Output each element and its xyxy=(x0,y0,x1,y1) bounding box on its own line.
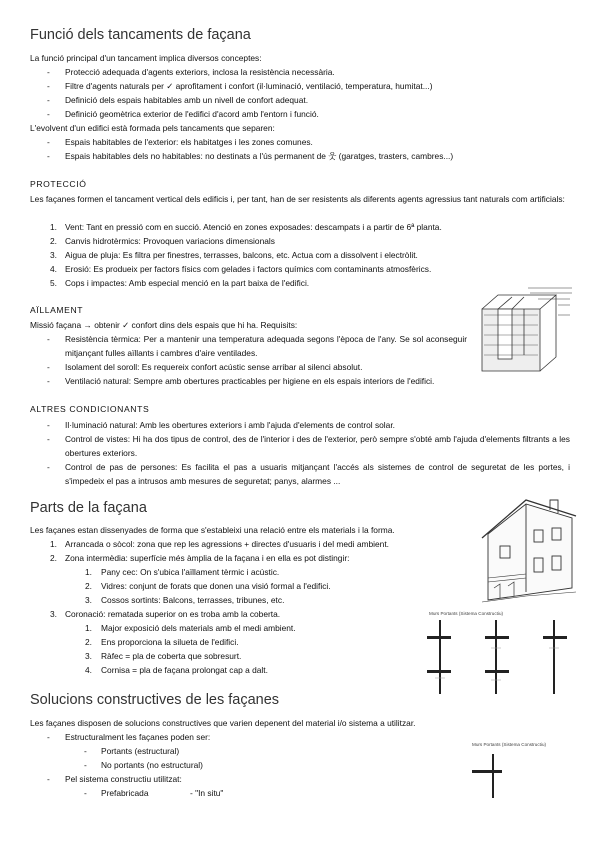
bullet-dash: - xyxy=(47,420,50,430)
bullet-dash: - xyxy=(47,434,50,444)
list-item: Definició geomètrica exterior de l'edifici d'acord amb l'entorn i funció. xyxy=(65,109,319,119)
heading-proteccio: PROTECCIÓ xyxy=(30,179,87,189)
list-item: No portants (no estructural) xyxy=(101,760,203,770)
list-item: Prefabricada xyxy=(101,788,149,798)
list-item: Cossos sortints: Balcons, terrasses, tribunes, etc. xyxy=(101,595,285,605)
list-item: Control de pas de persones: Es facilita el pas a usuaris mitjançant l'accés als sistemes de control de seguretat de les portes, i s'impedeix el pas a intrusos amb mesures de seguretat; panys, alarmes ... xyxy=(65,462,570,486)
list-number: 1. xyxy=(85,623,92,633)
paragraph: L'evolvent d'un edifici està formada pels tancaments que separen: xyxy=(30,123,275,133)
section-title-parts: Parts de la façana xyxy=(30,500,147,516)
list-item: Isolament del soroll: Es requereix confort acústic sense arribar al silenci absolut. xyxy=(65,362,363,372)
list-item: Coronació: rematada superior on es troba amb la coberta. xyxy=(65,609,281,619)
bullet-dash: - xyxy=(47,462,50,472)
bullet-dash: - xyxy=(47,151,50,161)
figure-caption: Murs Portants (Sistema Constructiu) xyxy=(472,742,547,747)
list-item: Ràfec = pla de coberta que sobresurt. xyxy=(101,651,242,661)
bullet-dash: - xyxy=(47,95,50,105)
list-item: Arrancada o sòcol: zona que rep les agressions + directes d'usuaris i del medi ambient. xyxy=(65,539,389,549)
list-item: Zona intermèdia: superfície més àmplia de la façana i en ella es pot distingir: xyxy=(65,553,350,563)
list-item: Definició dels espais habitables amb un nivell de confort adequat. xyxy=(65,95,309,105)
list-item: Vent: Tant en pressió com en succió. Atenció en zones exposades: descampats i a partir de 6ª planta. xyxy=(65,222,442,232)
list-item: Control de vistes: Hi ha dos tipus de control, des de l'interior i des de l'exterior, però sempre s'obté amb l'ajuda d'elements filtrants a les obertures exteriors. xyxy=(65,434,570,458)
list-item: Ventilació natural: Sempre amb obertures practicables per higiene en els espais interiors de l'edifici. xyxy=(65,376,435,386)
list-item: Cops i impactes: Amb especial menció en la part baixa de l'edifici. xyxy=(65,278,310,288)
bullet-dash: - xyxy=(47,67,50,77)
paragraph: Les façanes formen el tancament vertical dels edificis i, per tant, han de ser resistents als diferents agents agressius tant naturals com artificials: xyxy=(30,194,565,204)
load-bearing-walls-figure xyxy=(425,618,575,698)
list-item: Portants (estructural) xyxy=(101,746,180,756)
heading-altres: ALTRES CONDICIONANTS xyxy=(30,404,150,414)
heading-aillament: AÏLLAMENT xyxy=(30,305,84,315)
list-item: Aigua de pluja: Es filtra per finestres, terrasses, balcons, etc. Actua com a dissolvent i electròlit. xyxy=(65,250,418,260)
section-title-solucions: Solucions constructives de les façanes xyxy=(30,692,280,708)
load-bearing-wall-figure xyxy=(466,752,506,800)
list-number: 2. xyxy=(85,581,92,591)
bullet-dash: - xyxy=(47,109,50,119)
list-item: Major exposició dels materials amb el medi ambient. xyxy=(101,623,296,633)
list-item: Ens proporciona la silueta de l'edifici. xyxy=(101,637,239,647)
list-number: 2. xyxy=(50,236,57,246)
paragraph: Les façanes disposen de solucions constructives que varien depenent del material i/o sistema a utilitzar. xyxy=(30,718,416,728)
wall-section-figure xyxy=(478,285,574,373)
list-number: 3. xyxy=(50,609,57,619)
bullet-dash: - xyxy=(84,760,87,770)
list-number: 1. xyxy=(50,222,57,232)
list-item: - "In situ" xyxy=(190,788,224,798)
list-number: 1. xyxy=(85,567,92,577)
house-facade-figure xyxy=(480,496,578,606)
bullet-dash: - xyxy=(84,746,87,756)
figure-caption: Murs Portants (Sistema Constructiu) xyxy=(429,611,504,616)
paragraph: Missió façana → obtenir ✓ confort dins dels espais que hi ha. Requisits: xyxy=(30,320,298,330)
bullet-dash: - xyxy=(84,788,87,798)
bullet-dash: - xyxy=(47,732,50,742)
section-title-funcio: Funció dels tancaments de façana xyxy=(30,27,251,43)
list-item: Canvis hidrotèrmics: Provoquen variacions dimensionals xyxy=(65,236,275,246)
paragraph: Les façanes estan dissenyades de forma que s'estableixi una relació entre els materials i la forma. xyxy=(30,525,395,535)
bullet-dash: - xyxy=(47,774,50,784)
list-item: Cornisa = pla de façana prolongat cap a dalt. xyxy=(101,665,268,675)
list-item: Protecció adequada d'agents exteriors, inclosa la resistència necessària. xyxy=(65,67,335,77)
list-number: 3. xyxy=(50,250,57,260)
list-item: Erosió: Es produeix per factors físics com gelades i factors químics com contaminants atmosfèrics. xyxy=(65,264,432,274)
bullet-dash: - xyxy=(47,81,50,91)
list-number: 3. xyxy=(85,595,92,605)
list-item: Espais habitables dels no habitables: no destinats a l'ús permanent de 웃 (garatges, trasters, cambres...) xyxy=(65,151,454,161)
bullet-dash: - xyxy=(47,334,50,344)
list-number: 4. xyxy=(50,264,57,274)
list-item: Vidres: conjunt de forats que donen una visió formal a l'edifici. xyxy=(101,581,331,591)
list-number: 2. xyxy=(50,553,57,563)
list-item: Espais habitables de l'exterior: els habitatges i les zones comunes. xyxy=(65,137,313,147)
list-number: 3. xyxy=(85,651,92,661)
bullet-dash: - xyxy=(47,362,50,372)
list-item: Il·luminació natural: Amb les obertures exteriors i amb l'ajuda d'elements de control solar. xyxy=(65,420,395,430)
list-item: Estructuralment les façanes poden ser: xyxy=(65,732,211,742)
bullet-dash: - xyxy=(47,376,50,386)
list-item: Resistència tèrmica: Per a mantenir una temperatura adequada segons l'època de l'any. Se sol aconseguir mitjançant fulles aïllants i cambres d'aire ventilades. xyxy=(65,334,467,358)
list-number: 2. xyxy=(85,637,92,647)
paragraph: La funció principal d'un tancament implica diversos conceptes: xyxy=(30,53,262,63)
list-item: Filtre d'agents naturals per ✓ aprofitament i confort (il·luminació, ventilació, temperatura, humitat...) xyxy=(65,81,433,91)
list-number: 5. xyxy=(50,278,57,288)
list-item: Pany cec: On s'ubica l'aïllament tèrmic i acústic. xyxy=(101,567,280,577)
list-item: Pel sistema constructiu utilitzat: xyxy=(65,774,182,784)
bullet-dash: - xyxy=(47,137,50,147)
list-number: 1. xyxy=(50,539,57,549)
list-number: 4. xyxy=(85,665,92,675)
